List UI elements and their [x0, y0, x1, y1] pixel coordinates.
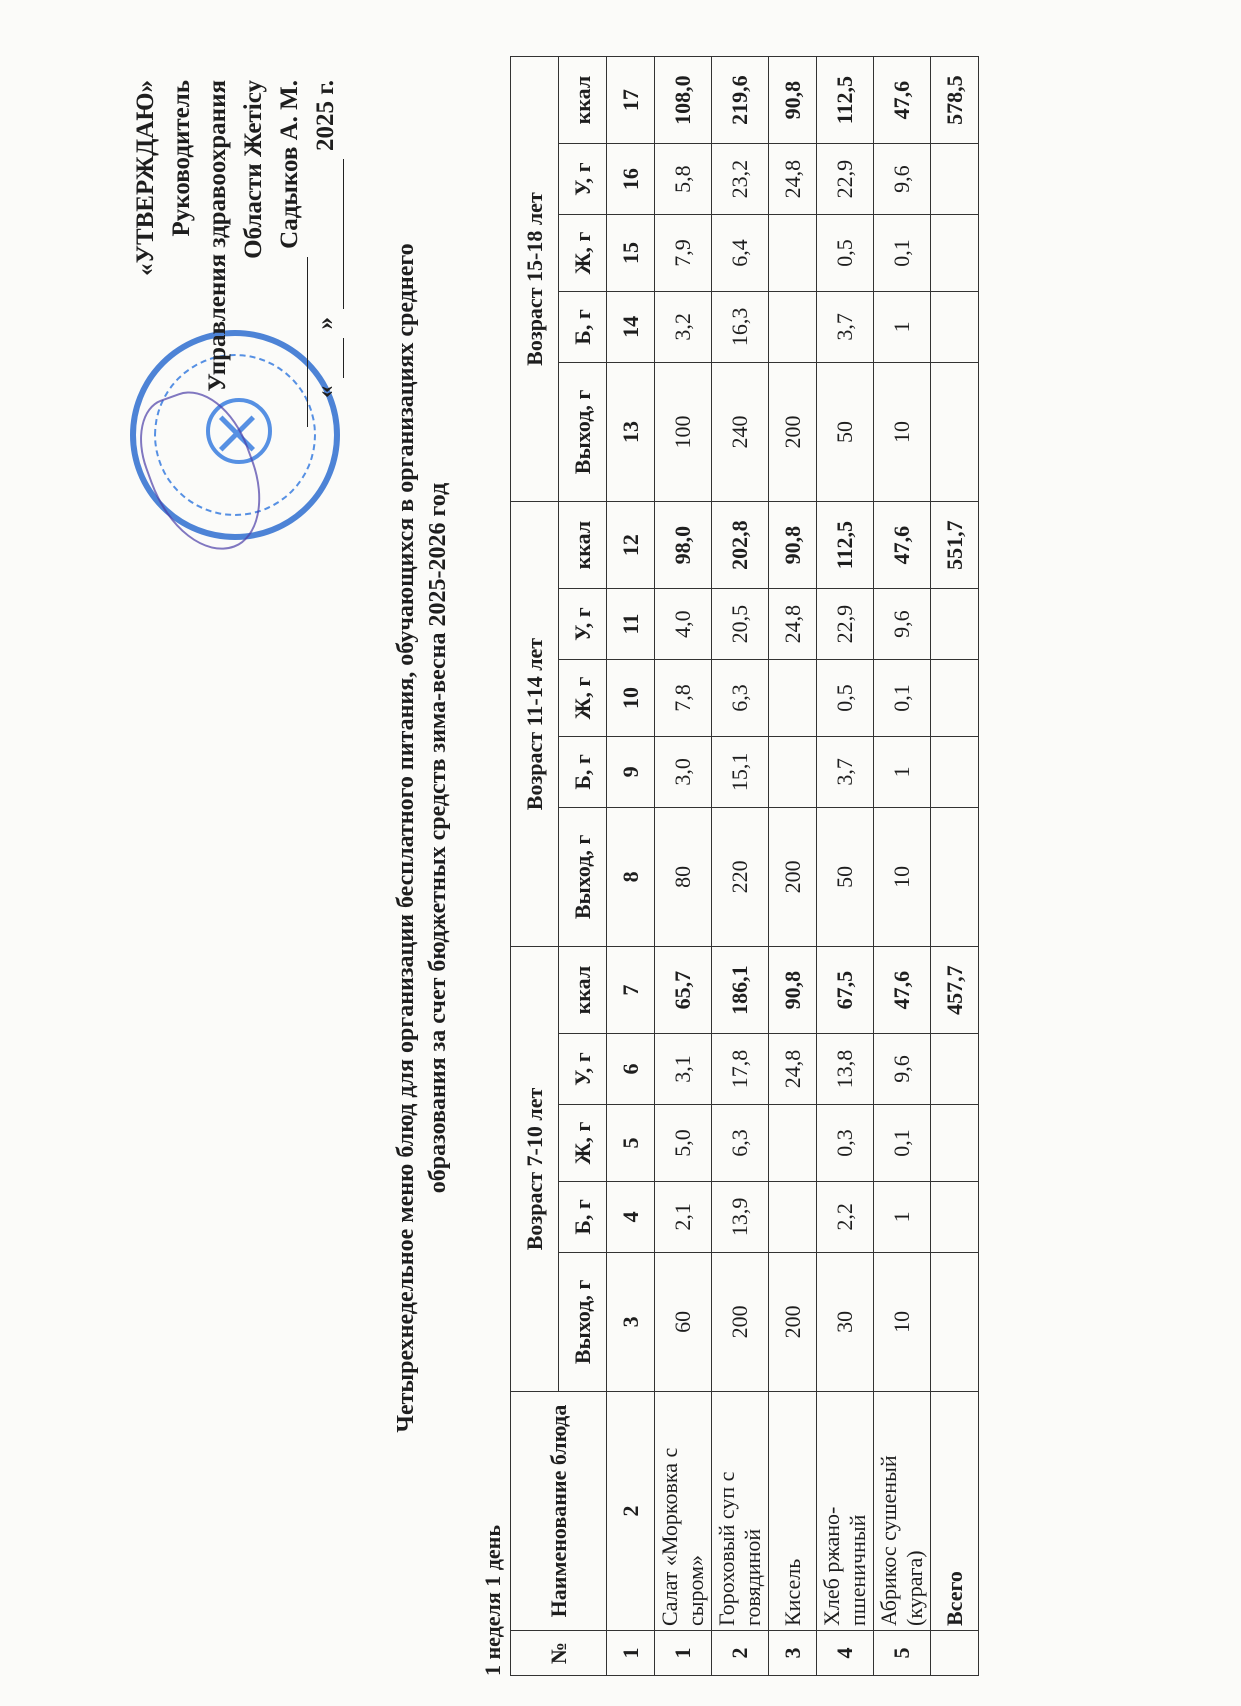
cell-protein: 1: [874, 292, 931, 363]
approval-region: Области Жетісу: [240, 80, 267, 259]
cell-fat: 0,3: [817, 1104, 874, 1181]
cell-carbs: 3,1: [655, 1034, 712, 1105]
cell-protein: 16,3: [712, 292, 769, 363]
index-cell: 5: [607, 1104, 655, 1181]
week-day-caption: 1 неделя 1 день: [480, 1525, 505, 1676]
total-kcal-15-18: 578,5: [931, 57, 979, 144]
header-kcal: ккал: [559, 502, 607, 589]
header-row-groups: [511, 57, 559, 1676]
cell-carbs: 24,8: [769, 144, 817, 215]
month-blank: [343, 159, 344, 309]
date-quote-close: »: [312, 317, 339, 330]
dish-name: Гороховый суп с говядиной: [712, 1392, 769, 1631]
cell-yield: 220: [712, 807, 769, 946]
header-carbs: У, г: [559, 144, 607, 215]
header-carbs: У, г: [559, 589, 607, 660]
cell-fat: 7,9: [655, 214, 712, 291]
header-yield: Выход, г: [559, 807, 607, 946]
row-number: 4: [817, 1631, 874, 1676]
approval-year: 2025 г.: [312, 80, 339, 152]
header-yield: Выход, г: [559, 1252, 607, 1391]
cell-protein: 15,1: [712, 737, 769, 808]
index-cell: 16: [607, 144, 655, 215]
total-kcal-11-14: 551,7: [931, 502, 979, 589]
cell-fat: 0,1: [874, 659, 931, 736]
header-name: Наименование блюда: [511, 1392, 607, 1631]
cell-fat: [769, 214, 817, 291]
index-cell: 9: [607, 737, 655, 808]
cell-kcal: 219,6: [712, 57, 769, 144]
cell-yield: 30: [817, 1252, 874, 1391]
cell-carbs: 5,8: [655, 144, 712, 215]
cell-kcal: 202,8: [712, 502, 769, 589]
index-cell: 6: [607, 1034, 655, 1105]
cell-carbs: 22,9: [817, 144, 874, 215]
cell-yield: 200: [769, 1252, 817, 1391]
cell-yield: 200: [769, 807, 817, 946]
approval-signatory: Садыков А. М.: [276, 80, 303, 249]
cell-fat: 6,3: [712, 1104, 769, 1181]
approval-signatory-line: [272, 80, 308, 510]
date-quote-open: «: [312, 385, 339, 399]
cell-yield: 60: [655, 1252, 712, 1391]
cell-fat: 0,1: [874, 214, 931, 291]
cell-fat: 0,1: [874, 1104, 931, 1181]
index-cell: 3: [607, 1252, 655, 1391]
index-cell: 10: [607, 659, 655, 736]
cell-protein: 1: [874, 737, 931, 808]
signature-blank: [307, 257, 308, 427]
day-blank: [343, 338, 344, 378]
cell-carbs: 23,2: [712, 144, 769, 215]
cell-yield: 10: [874, 362, 931, 501]
cell-carbs: 24,8: [769, 589, 817, 660]
cell-yield: 50: [817, 362, 874, 501]
cell-carbs: 20,5: [712, 589, 769, 660]
cell-yield: 10: [874, 1252, 931, 1391]
column-index-row: [607, 57, 655, 1676]
cell-protein: 13,9: [712, 1181, 769, 1252]
document-title: [390, 120, 454, 1556]
cell-carbs: 22,9: [817, 589, 874, 660]
cell-fat: 5,0: [655, 1104, 712, 1181]
cell-protein: 3,7: [817, 737, 874, 808]
row-number: 1: [655, 1631, 712, 1676]
index-cell: 13: [607, 362, 655, 501]
cell-kcal: 47,6: [874, 502, 931, 589]
cell-fat: 6,4: [712, 214, 769, 291]
approval-position: Руководитель: [168, 80, 195, 237]
menu-rows: [655, 57, 931, 1676]
cell-carbs: 17,8: [712, 1034, 769, 1105]
dish-name: Салат «Морковка с сыром»: [655, 1392, 712, 1631]
row-number: 3: [769, 1631, 817, 1676]
header-carbs: У, г: [559, 1034, 607, 1105]
index-cell: 4: [607, 1181, 655, 1252]
table-row: [769, 57, 817, 1676]
cell-kcal: 112,5: [817, 502, 874, 589]
index-cell: 12: [607, 502, 655, 589]
cell-fat: 0,5: [817, 659, 874, 736]
cell-yield: 50: [817, 807, 874, 946]
cell-carbs: 13,8: [817, 1034, 874, 1105]
approval-date-line: [308, 80, 344, 510]
title-line-1: Четырехнедельное меню блюд для организации бесплатного питания, обучающихся в организациях среднего: [393, 243, 419, 1433]
cell-fat: 7,8: [655, 659, 712, 736]
menu-table: [510, 56, 979, 1676]
total-no: [931, 1631, 979, 1676]
header-no: №: [511, 1631, 607, 1676]
dish-name: Абрикос сушеный (курага): [874, 1392, 931, 1631]
cell-yield: 200: [712, 1252, 769, 1391]
cell-protein: 1: [874, 1181, 931, 1252]
dish-name: Кисель: [769, 1392, 817, 1631]
approval-heading: «УТВЕРЖДАЮ»: [132, 80, 159, 276]
approval-block: [128, 80, 344, 510]
cell-protein: 3,7: [817, 292, 874, 363]
cell-fat: 0,5: [817, 214, 874, 291]
index-cell: 14: [607, 292, 655, 363]
cell-carbs: 4,0: [655, 589, 712, 660]
row-number: 5: [874, 1631, 931, 1676]
cell-protein: 2,1: [655, 1181, 712, 1252]
cell-kcal: 47,6: [874, 947, 931, 1034]
index-cell: 11: [607, 589, 655, 660]
cell-kcal: 67,5: [817, 947, 874, 1034]
total-row: [931, 57, 979, 1676]
cell-protein: [769, 737, 817, 808]
table-row: [712, 57, 769, 1676]
cell-carbs: 24,8: [769, 1034, 817, 1105]
header-age-11-14: Возраст 11-14 лет: [511, 502, 559, 947]
cell-protein: [769, 1181, 817, 1252]
cell-kcal: 47,6: [874, 57, 931, 144]
cell-yield: 240: [712, 362, 769, 501]
cell-yield: 200: [769, 362, 817, 501]
header-kcal: ккал: [559, 57, 607, 144]
cell-fat: 6,3: [712, 659, 769, 736]
cell-kcal: 112,5: [817, 57, 874, 144]
cell-yield: 100: [655, 362, 712, 501]
header-fat: Ж, г: [559, 214, 607, 291]
header-protein: Б, г: [559, 1181, 607, 1252]
table-row: [655, 57, 712, 1676]
cell-kcal: 186,1: [712, 947, 769, 1034]
cell-protein: 3,0: [655, 737, 712, 808]
index-cell: 1: [607, 1631, 655, 1676]
header-age-15-18: Возраст 15-18 лет: [511, 57, 559, 502]
cell-fat: [769, 659, 817, 736]
header-fat: Ж, г: [559, 1104, 607, 1181]
table-row: [874, 57, 931, 1676]
cell-yield: 80: [655, 807, 712, 946]
dish-name: Хлеб ржано-пшеничный: [817, 1392, 874, 1631]
cell-carbs: 9,6: [874, 1034, 931, 1105]
cell-carbs: 9,6: [874, 589, 931, 660]
cell-kcal: 98,0: [655, 502, 712, 589]
index-cell: 15: [607, 214, 655, 291]
cell-kcal: 65,7: [655, 947, 712, 1034]
index-cell: 2: [607, 1392, 655, 1631]
cell-kcal: 90,8: [769, 57, 817, 144]
total-kcal-7-10: 457,7: [931, 947, 979, 1034]
cell-kcal: 108,0: [655, 57, 712, 144]
header-kcal: ккал: [559, 947, 607, 1034]
title-line-2: образования за счет бюджетных средств зима-весна 2025-2026 год: [425, 482, 451, 1194]
cell-carbs: 9,6: [874, 144, 931, 215]
index-cell: 17: [607, 57, 655, 144]
cell-protein: 3,2: [655, 292, 712, 363]
cell-kcal: 90,8: [769, 947, 817, 1034]
cell-fat: [769, 1104, 817, 1181]
row-number: 2: [712, 1631, 769, 1676]
cell-protein: [769, 292, 817, 363]
cell-protein: 2,2: [817, 1181, 874, 1252]
index-cell: 8: [607, 807, 655, 946]
index-cell: 7: [607, 947, 655, 1034]
table-row: [817, 57, 874, 1676]
header-protein: Б, г: [559, 737, 607, 808]
cell-yield: 10: [874, 807, 931, 946]
header-age-7-10: Возраст 7-10 лет: [511, 947, 559, 1392]
cell-kcal: 90,8: [769, 502, 817, 589]
header-yield: Выход, г: [559, 362, 607, 501]
header-fat: Ж, г: [559, 659, 607, 736]
total-label: Всего: [931, 1392, 979, 1631]
header-protein: Б, г: [559, 292, 607, 363]
approval-department: Управления здравоохрания: [204, 80, 231, 392]
